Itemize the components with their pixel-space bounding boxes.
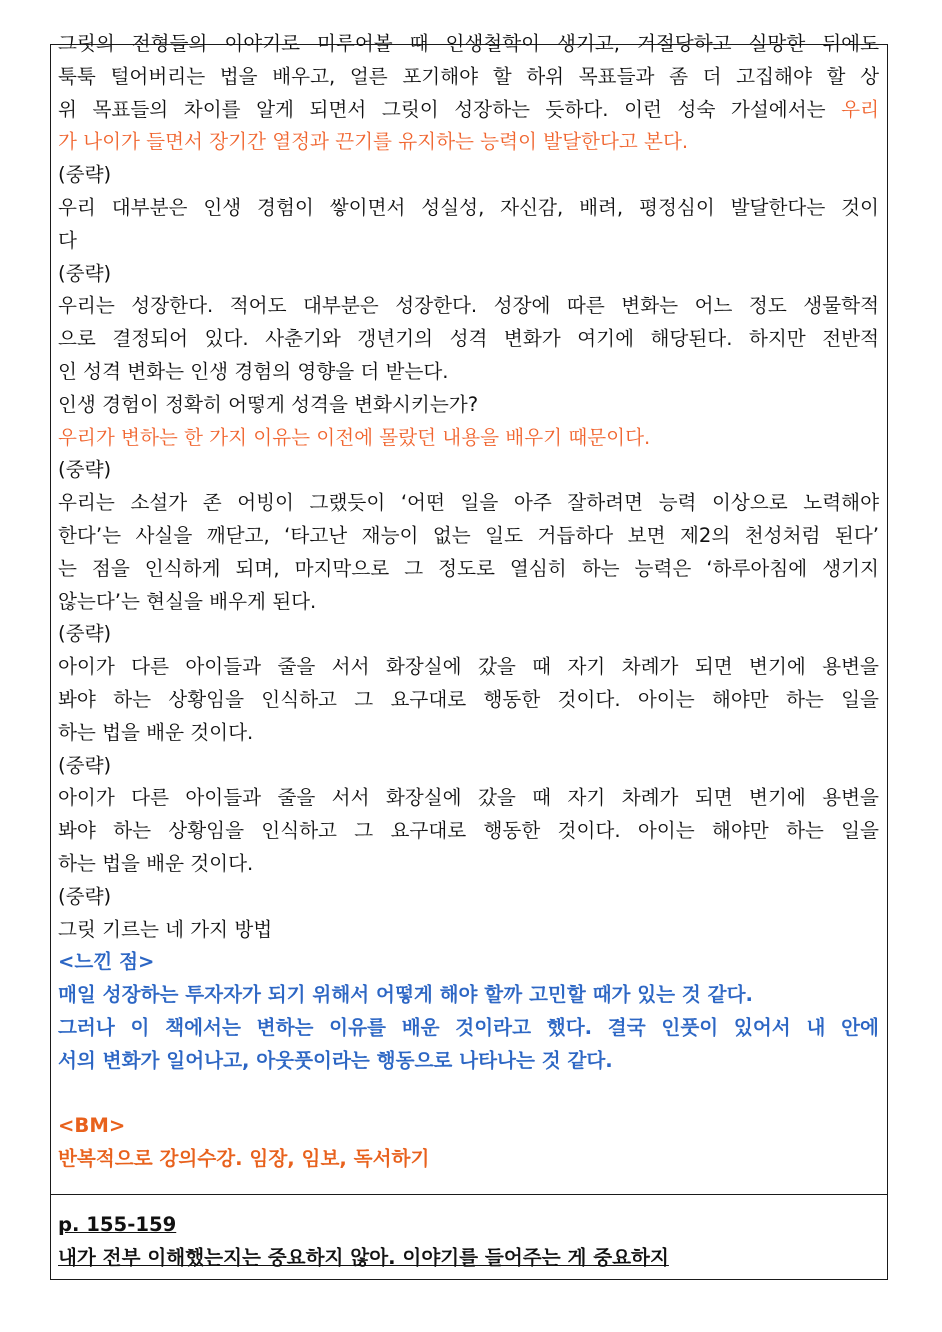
excerpt-line: 그릿의 전형들의 이야기로 미루어볼 때 인생철학이 생기고, 거절당하고 실망한 뒤에도 [58,32,879,55]
page-reference [58,1209,879,1242]
reflection-line: 매일 성장하는 투자자가 되기 위해서 어떻게 해야 할까 고민할 때가 있는 것 같다. [58,983,753,1007]
excerpt-line: 인생 경험이 정확히 어떻게 성격을 변화시키는가? [58,392,479,416]
reflection-line: 서의 변화가 일어나고, 아웃풋이라는 행동으로 나타나는 것 같다. [58,1048,613,1072]
excerpt-line: 인 성격 변화는 인생 경험의 영향을 더 받는다. [58,359,449,383]
quote-line [58,1242,879,1275]
excerpt-line: 툭툭 털어버리는 법을 배우고, 얼른 포기해야 할 하위 목표들과 좀 더 고집해야 할 상 [58,64,879,88]
excerpt-line: 봐야 하는 상황임을 인식하고 그 요구대로 행동한 것이다. 아이는 해야만 하는 일을 [58,819,879,843]
excerpt-line: 우리 대부분은 인생 경험이 쌓이면서 성실성, 자신감, 배려, 평정심이 발달한다는 것이 [58,195,879,219]
reflection-line: 그러나 이 책에서는 변하는 이유를 배운 것이라고 했다. 결국 인풋이 있어서 내 안에 [58,1015,879,1039]
omission-marker: (중략) [58,753,112,777]
omission-marker: (중략) [58,884,112,908]
next-section-cell [51,1195,887,1279]
excerpt-line: 우리는 성장한다. 적어도 대부분은 성장한다. 성장에 따른 변화는 어느 정도 생물학적 [58,294,879,318]
excerpt-line: 아이가 다른 아이들과 줄을 서서 화장실에 갔을 때 자기 차례가 되면 변기에 용변을 [58,655,879,679]
highlight-text: 우리 [841,97,879,121]
excerpt-line: 아이가 다른 아이들과 줄을 서서 화장실에 갔을 때 자기 차례가 되면 변기에 용변을 [58,786,879,810]
excerpt-line: 그릿 기르는 네 가지 방법 [58,917,273,941]
bm-text: 반복적으로 강의수강. 임장, 임보, 독서하기 [58,1147,430,1171]
omission-marker: (중략) [58,261,112,285]
excerpt-line: 않는다’는 현실을 배우게 된다. [58,589,317,613]
excerpt-line: 우리는 소설가 존 어빙이 그랬듯이 ‘어떤 일을 아주 잘하려면 능력 이상으로 노력해야 [58,491,879,515]
highlight-line: 가 나이가 들면서 장기간 열정과 끈기를 유지하는 능력이 발달한다고 본다. [58,130,689,154]
excerpt-line: 으로 결정되어 있다. 사춘기와 갱년기의 성격 변화가 여기에 해당된다. 하지만 전반적 [58,327,879,351]
quote-text: 내가 전부 이해했는지는 중요하지 않아. 이야기를 들어주는 게 중요하지 [58,1245,669,1269]
excerpt-line: 봐야 하는 상황임을 인식하고 그 요구대로 행동한 것이다. 아이는 해야만 하는 일을 [58,687,879,711]
excerpt-line: 하는 법을 배운 것이다. [58,851,254,875]
excerpt-line: 하는 법을 배운 것이다. [58,720,254,744]
highlight-line: 우리가 변하는 한 가지 이유는 이전에 몰랐던 내용을 배우기 때문이다. [58,425,651,449]
blank-line [58,1078,879,1111]
excerpt-cell [51,32,887,1195]
page-reference-text: p. 155-159 [58,1213,177,1236]
excerpt-line: 다 [58,228,77,252]
omission-marker: (중략) [58,622,112,646]
omission-marker: (중략) [58,458,112,482]
excerpt-line: 는 점을 인식하게 되며, 마지막으로 그 정도로 열심히 하는 능력은 ‘하루아침에 생기지 [58,556,879,580]
excerpt-line [58,94,879,127]
document-page [50,32,888,1280]
bm-heading: <BM> [58,1114,126,1138]
excerpt-text: 위 목표들의 차이를 알게 되면서 그릿이 성장하는 듯하다. 이런 성숙 가설에서는 [58,97,842,121]
excerpt-line: 한다’는 사실을 깨닫고, ‘타고난 재능이 없는 일도 거듭하다 보면 제2의 천성처럼 된다’ [58,523,879,547]
omission-marker: (중략) [58,163,112,187]
reflection-heading: <느낀 점> [58,950,155,974]
